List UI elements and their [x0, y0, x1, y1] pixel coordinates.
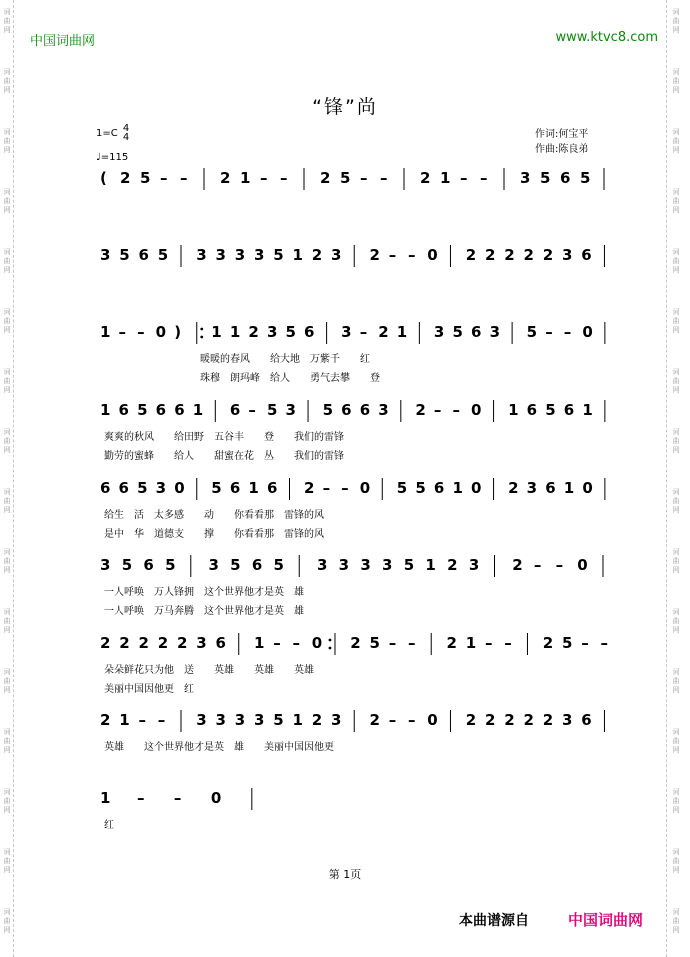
score-note: 5: [273, 556, 284, 574]
score-note: 5: [266, 401, 278, 419]
score-note: 3: [234, 711, 246, 729]
score-note: 3: [561, 711, 573, 729]
score-note: –: [581, 634, 589, 652]
margin-watermark: 词 曲 网: [672, 68, 680, 94]
score-note: –: [407, 634, 416, 652]
margin-watermark: 词 曲 网: [3, 188, 11, 214]
score-note: 2: [542, 246, 554, 264]
score-note: –: [504, 634, 512, 652]
score-note: 2: [542, 711, 554, 729]
score-note: 2: [504, 246, 515, 264]
score-note: 3: [196, 634, 207, 652]
score-note: –: [118, 323, 127, 341]
score-note: 1: [240, 169, 251, 187]
score-note: 0: [427, 246, 438, 264]
margin-watermark: 词 曲 网: [3, 908, 11, 934]
score-note: –: [388, 634, 397, 652]
score-note: 6: [433, 479, 445, 497]
lyric-line: 朵朵鲜花只为他 送 英雄 英雄 英雄: [104, 665, 314, 676]
score-note: 2: [484, 711, 496, 729]
score-note: 5: [140, 169, 151, 187]
lyric-line: 是中 华 道德支 撑 你看看那 雷锋的风: [104, 529, 324, 540]
score-note: 2: [523, 711, 534, 729]
score-note: –: [137, 323, 145, 341]
score-note: 6: [341, 401, 352, 419]
score-note: 1: [211, 323, 222, 341]
score-note: 2: [447, 556, 458, 574]
lyric-line: 一人呼唤 万马奔腾 这个世界他才是英 雄: [104, 606, 304, 617]
score-note: 2: [465, 711, 477, 729]
repeat-dot: [200, 328, 203, 331]
score-note: 1: [229, 323, 241, 341]
score-note: 6: [174, 401, 185, 419]
score-note: 2: [415, 401, 426, 419]
score-note: –: [292, 634, 300, 652]
score-note: 0: [311, 634, 323, 652]
score-note: 3: [489, 323, 501, 341]
margin-watermark: 词 曲 网: [672, 488, 680, 514]
score-note: 5: [121, 556, 133, 574]
repeat-dot: [329, 647, 332, 650]
score-note: 2: [176, 634, 188, 652]
margin-watermark: 词 曲 网: [672, 368, 680, 394]
time-signature-top: 4: [122, 123, 130, 134]
score-note: 3: [338, 556, 350, 574]
score-note: –: [407, 246, 416, 264]
score-note: 2: [508, 479, 519, 497]
score-note: –: [360, 169, 368, 187]
score-note: 3: [382, 556, 393, 574]
lyric-line: 勤劳的蜜蜂 给人 甜蜜在花 丛 我们的雷锋: [104, 451, 344, 462]
tempo-marking: ♩=115: [96, 152, 129, 163]
score-note: 6: [118, 401, 129, 419]
repeat-dot: [200, 336, 203, 339]
margin-watermark: 词 曲 网: [672, 668, 680, 694]
score-note: 3: [360, 556, 371, 574]
score-note: –: [248, 401, 256, 419]
score-note: –: [322, 479, 331, 497]
margin-watermark: 词 曲 网: [3, 548, 11, 574]
score-note: 2: [465, 246, 477, 264]
score-note: 3: [196, 246, 207, 264]
score-note: –: [359, 323, 368, 341]
score-note: 2: [350, 634, 361, 652]
score-note: 3: [155, 479, 167, 497]
score-note: 5: [415, 479, 426, 497]
score-note: –: [157, 711, 166, 729]
score-note: 3: [520, 169, 531, 187]
margin-watermark: 词 曲 网: [3, 308, 11, 334]
score-note: 6: [563, 401, 575, 419]
score-note: 2: [100, 634, 111, 652]
score-note: 5: [322, 401, 334, 419]
score-note: 2: [420, 169, 431, 187]
score-note: –: [138, 711, 146, 729]
score-note: 2: [378, 323, 389, 341]
score-note: 2: [446, 634, 457, 652]
margin-watermark: 词 曲 网: [3, 728, 11, 754]
site-name-header[interactable]: 中国词曲网: [30, 34, 96, 49]
lyric-line: 爽爽的秋风 给田野 五谷丰 登 我们的雷锋: [104, 432, 344, 443]
score-note: 2: [138, 634, 149, 652]
score-note: 6: [138, 246, 149, 264]
score-note: 5: [230, 556, 241, 574]
score-note: 5: [452, 323, 463, 341]
score-note: 0: [582, 323, 593, 341]
score-note: 5: [340, 169, 351, 187]
score-note: 6: [118, 479, 129, 497]
score-note: 6: [471, 323, 482, 341]
score-note: –: [260, 169, 268, 187]
footer-site-name[interactable]: 中国词曲网: [568, 911, 644, 929]
score-note: 3: [341, 323, 352, 341]
score-note: 5: [540, 169, 551, 187]
score-note: 5: [165, 556, 176, 574]
margin-watermark: 词 曲 网: [3, 848, 11, 874]
margin-watermark: 词 曲 网: [672, 248, 680, 274]
lyric-line: 一人呼唤 万人锋拥 这个世界他才是英 雄: [104, 587, 304, 598]
score-note: 1: [292, 711, 303, 729]
score-note: 3: [526, 479, 538, 497]
score-note: 3: [330, 711, 342, 729]
score-note: 6: [581, 246, 592, 264]
score-note: 0: [471, 479, 482, 497]
score-note: 0: [155, 323, 167, 341]
margin-watermark: 词 曲 网: [672, 428, 680, 454]
score-note: 6: [251, 556, 263, 574]
score-note: 6: [215, 634, 226, 652]
margin-watermark: 词 曲 网: [672, 908, 680, 934]
score-note: 5: [273, 246, 284, 264]
score-note: 5: [526, 323, 538, 341]
score-note: –: [533, 556, 542, 574]
lyric-line: 珠穆 朗玛峰 给人 勇气去攀 登: [200, 373, 380, 384]
score-note: 3: [208, 556, 219, 574]
score-note: 1: [508, 401, 519, 419]
repeat-dot: [329, 639, 332, 642]
score-note: (: [100, 169, 107, 187]
score-note: –: [563, 323, 572, 341]
score-note: 3: [316, 556, 328, 574]
score-note: 6: [100, 479, 111, 497]
score-note: 1: [465, 634, 477, 652]
margin-watermark: 词 曲 网: [672, 728, 680, 754]
score-note: 6: [545, 479, 556, 497]
score-note: 2: [248, 323, 259, 341]
score-note: ): [174, 323, 182, 341]
lyricist: 作词:何宝平: [535, 129, 589, 140]
score-note: 5: [137, 401, 148, 419]
composer: 作曲:陈良弟: [535, 144, 589, 155]
score-note: 0: [427, 711, 438, 729]
score-note: –: [600, 634, 608, 652]
score-note: 5: [211, 479, 222, 497]
footer-source-text: 本曲谱源自: [459, 913, 529, 929]
score-note: 2: [100, 711, 111, 729]
score-note: –: [452, 401, 460, 419]
score-note: 3: [196, 711, 207, 729]
score-note: 1: [440, 169, 451, 187]
score-note: –: [280, 169, 288, 187]
page-number: 第 1页: [328, 868, 362, 881]
score-note: 0: [582, 479, 593, 497]
score-note: 5: [137, 479, 148, 497]
margin-watermark: 词 曲 网: [3, 128, 11, 154]
score-note: –: [407, 711, 416, 729]
score-note: 2: [504, 711, 515, 729]
score-note: 3: [378, 401, 389, 419]
score-note: 6: [266, 479, 278, 497]
score-note: 5: [561, 634, 573, 652]
score-note: –: [180, 169, 188, 187]
score-note: 5: [119, 246, 130, 264]
score-note: 5: [369, 634, 380, 652]
score-note: 3: [234, 246, 246, 264]
score-note: 0: [210, 789, 222, 807]
score-note: –: [173, 789, 182, 807]
score-note: 2: [542, 634, 554, 652]
score-note: 5: [273, 711, 284, 729]
score-note: 0: [359, 479, 371, 497]
score-note: –: [388, 246, 397, 264]
score-note: 0: [577, 556, 588, 574]
margin-watermark: 词 曲 网: [3, 368, 11, 394]
score-note: 1: [100, 323, 111, 341]
score-note: 6: [560, 169, 571, 187]
score-note: 1: [192, 401, 204, 419]
margin-watermark: 词 曲 网: [3, 788, 11, 814]
score-note: 2: [369, 246, 380, 264]
score-note: 6: [155, 401, 167, 419]
score-note: 6: [581, 711, 592, 729]
score-note: –: [341, 479, 349, 497]
key-label: 1=C: [96, 128, 118, 139]
score-note: 2: [311, 711, 323, 729]
margin-watermark: 词 曲 网: [672, 128, 680, 154]
score-note: 3: [433, 323, 445, 341]
score-note: 0: [174, 479, 185, 497]
score-note: 1: [425, 556, 436, 574]
score-note: –: [480, 169, 488, 187]
score-note: 6: [229, 479, 241, 497]
score-note: 1: [253, 634, 265, 652]
score-note: 1: [292, 246, 303, 264]
score-note: 2: [311, 246, 323, 264]
score-note: 5: [285, 323, 296, 341]
score-note: 3: [266, 323, 278, 341]
score-note: 3: [253, 711, 265, 729]
score-note: 6: [229, 401, 241, 419]
score-note: 3: [285, 401, 296, 419]
score-note: 3: [100, 246, 111, 264]
score-note: –: [545, 323, 553, 341]
score-note: 6: [304, 323, 315, 341]
score-note: –: [136, 789, 145, 807]
score-note: 2: [484, 246, 496, 264]
margin-watermark: 词 曲 网: [3, 8, 11, 34]
score-note: 3: [330, 246, 342, 264]
margin-watermark: 词 曲 网: [3, 428, 11, 454]
score-note: –: [273, 634, 281, 652]
margin-watermark: 词 曲 网: [672, 8, 680, 34]
score-note: 6: [526, 401, 538, 419]
margin-watermark: 词 曲 网: [3, 488, 11, 514]
score-note: 3: [561, 246, 573, 264]
margin-watermark: 词 曲 网: [672, 188, 680, 214]
lyric-line: 红: [104, 820, 114, 831]
margin-watermark: 词 曲 网: [672, 788, 680, 814]
score-note: 2: [119, 634, 130, 652]
score-note: 5: [403, 556, 415, 574]
score-note: 3: [215, 711, 226, 729]
lyric-line: 暖暖的春风 给大地 万紫千 红: [200, 354, 370, 365]
score-note: 1: [100, 789, 111, 807]
score-note: 2: [369, 711, 380, 729]
score-note: –: [555, 556, 564, 574]
margin-watermark: 词 曲 网: [672, 548, 680, 574]
lyric-line: 英雄 这个世界他才是英 雄 美丽中国因他更: [104, 742, 334, 753]
score-note: 2: [512, 556, 523, 574]
margin-watermark: 词 曲 网: [3, 248, 11, 274]
score-note: 1: [582, 401, 593, 419]
margin-watermark: 词 曲 网: [672, 308, 680, 334]
score-note: 2: [320, 169, 331, 187]
lyric-line: 给生 活 太多感 动 你看看那 雷锋的风: [104, 510, 324, 521]
score-note: 2: [120, 169, 131, 187]
score-note: 5: [545, 401, 556, 419]
score-note: –: [460, 169, 468, 187]
score-note: 5: [580, 169, 591, 187]
lyric-line: 美丽中国因他更 红: [104, 684, 194, 695]
score-note: 3: [100, 556, 111, 574]
score-note: –: [160, 169, 168, 187]
score-note: 1: [452, 479, 463, 497]
score-note: 2: [304, 479, 315, 497]
margin-watermark: 词 曲 网: [672, 848, 680, 874]
score-note: 2: [523, 246, 534, 264]
margin-watermark: 词 曲 网: [3, 668, 11, 694]
score-note: 1: [396, 323, 408, 341]
score-note: 2: [157, 634, 169, 652]
score-note: 2: [220, 169, 231, 187]
score-note: –: [380, 169, 388, 187]
margin-watermark: 词 曲 网: [3, 608, 11, 634]
score-note: 6: [143, 556, 154, 574]
song-title: “锋”尚: [312, 96, 378, 118]
score-note: 1: [100, 401, 111, 419]
time-signature-bottom: 4: [122, 132, 130, 143]
score-note: 5: [157, 246, 169, 264]
score-note: –: [484, 634, 493, 652]
score-note: 6: [359, 401, 371, 419]
site-url-header[interactable]: www.ktvc8.com: [555, 30, 658, 45]
score-note: 0: [471, 401, 482, 419]
score-note: 1: [119, 711, 130, 729]
score-note: –: [388, 711, 397, 729]
margin-watermark: 词 曲 网: [672, 608, 680, 634]
score-note: 5: [396, 479, 408, 497]
score-note: –: [433, 401, 442, 419]
score-note: 3: [253, 246, 265, 264]
score-note: 3: [215, 246, 226, 264]
score-note: 1: [563, 479, 575, 497]
score-note: 3: [468, 556, 480, 574]
margin-watermark: 词 曲 网: [3, 68, 11, 94]
score-note: 1: [248, 479, 259, 497]
